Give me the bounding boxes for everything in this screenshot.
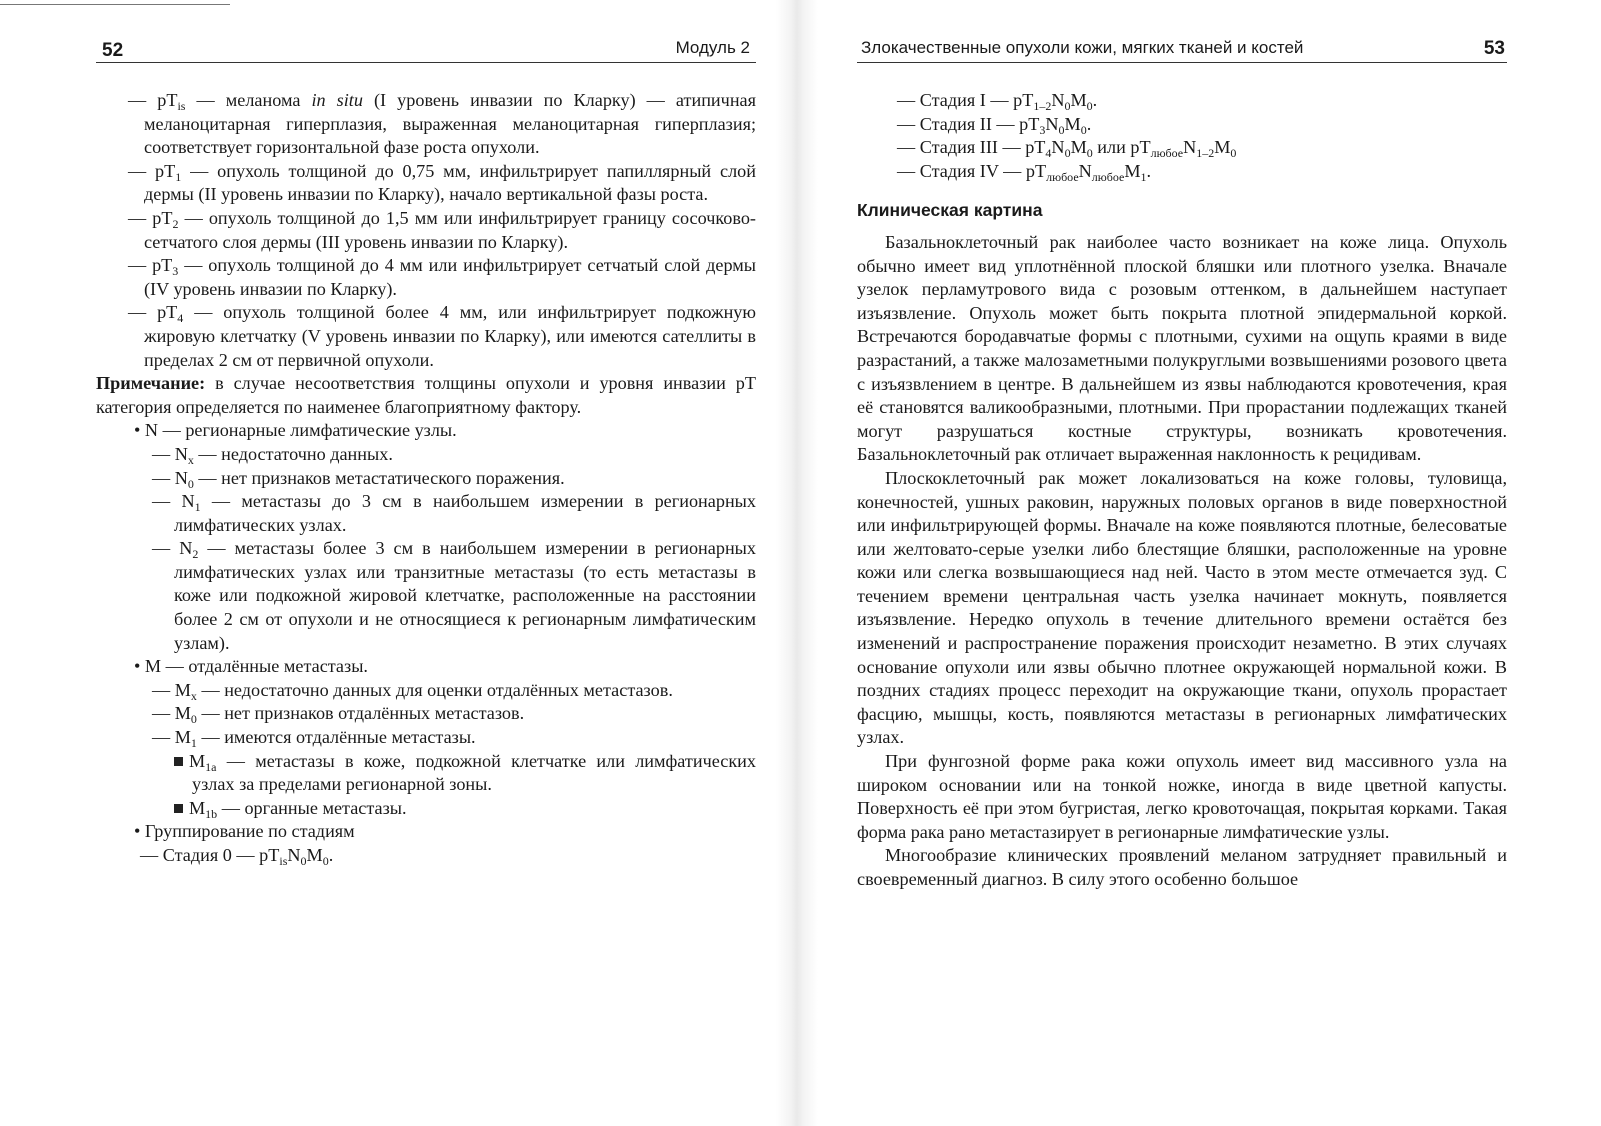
left-page-body xyxy=(96,63,756,868)
pt-item: — $pT_3$ — опухоль толщиной до 4 мм или инфильтрирует сетчатый слой дермы (IV уровень инвазии по Кларку). xyxy=(128,255,756,299)
stage-item: — Стадия III — $pT_4N_0M_0$ или $pT_{любое}N_{1-2}M_0$ xyxy=(897,137,1237,161)
m-heading: • M — отдалённые метастазы. xyxy=(134,656,368,677)
m-item: — $M_1$ — имеются отдалённые метастазы. xyxy=(152,727,476,751)
note-label: Примечание: xyxy=(96,373,206,394)
section-heading: Клиническая картина xyxy=(857,200,1043,221)
body-paragraph: При фунгозной форме рака кожи опухоль имеет вид массивного узла на широком основании или на тонкой ножке, иногда в виде цветной капусты. Поверхность её при этом бугристая, легко кровоточащая, покрытая корками. Такая форма рака рано метастазирует в регионарные лимфатические узлы. xyxy=(857,751,1507,842)
m-item: — $M_0$ — нет признаков отдалённых метастазов. xyxy=(152,703,525,727)
n-list xyxy=(96,443,756,655)
stage-0: — Стадия 0 — $pT_{is}N_0M_0$. xyxy=(140,845,334,868)
body-paragraph: Плоскоклеточный рак может локализоваться на коже головы, туловища, конечностей, ушных раковин, наружных половых органов в виде поверхностной или инфильтрирующей формы. Вначале на коже появляются плотные, белесоватые или желтовато-серые узелки либо блестящие бляшки, расположенные на уровне кожи или слегка возвышающиеся над ней. Часто в этом месте отмечается зуд. С течением времени центральная часть узелка начинает мокнуть, появляется изъязвление. Нередко опухоль в течение длительного времени остаётся без изменений и распространение поражения происходит незаметно. В этих случаях основание опухоли или язвы обычно плотнее окружающей нормальной кожи. В поздних стадиях процесс переходит на окружающие ткани, опухоль прорастает фасцию, мышцы, кость, появляются метастазы в регионарных лимфатических узлах. xyxy=(857,467,1507,748)
right-page xyxy=(857,0,1507,892)
stage-item: — Стадия IV — $pT_{любое}N_{любое}M_1$. xyxy=(897,160,1152,184)
note-text: в случае несоответствия толщины опухоли и уровня инвазии pT категория определяется по наименее благоприятному фактору. xyxy=(96,373,756,417)
right-page-body xyxy=(857,63,1507,892)
note-paragraph xyxy=(96,372,756,419)
running-head-title: Злокачественные опухоли кожи, мягких тканей и костей xyxy=(861,38,1304,57)
m1-item: $M_{1b}$ — органные метастазы. xyxy=(96,797,756,821)
stage-item: — Стадия II — $pT_3N_0M_0$. xyxy=(897,113,1092,137)
right-running-head xyxy=(857,0,1507,63)
pt-item: — $pT_1$ — опухоль толщиной до 0,75 мм, инфильтрирует папиллярный слой дермы (II уровень инвазии по Кларку), начало вертикальной фазы роста. xyxy=(128,160,756,205)
page-number: 52 xyxy=(102,40,124,61)
n-item: — $N_2$ — метастазы более 3 см в наибольшем измерении в регионарных лимфатических узлах или транзитные метастазы (то есть метастазы в коже или подкожной жировой клетчатке, расположенные на расстоянии более 2 см от опухоли и не относящиеся к регионарным лимфатическим узлам). xyxy=(152,538,756,653)
grouping-heading: • Группирование по стадиям xyxy=(134,821,355,842)
n-item: — $N_0$ — нет признаков метастатического поражения. xyxy=(152,467,565,491)
n-item: — $N_x$ — недостаточно данных. xyxy=(152,443,393,467)
m-item: — $M_x$ — недостаточно данных для оценки отдалённых метастазов. xyxy=(152,679,673,703)
m1-sublist xyxy=(96,750,756,821)
body-paragraph: Многообразие клинических проявлений меланом затрудняет правильный и своевременный диагноз. В силу этого особенно большое xyxy=(857,845,1507,889)
pt-list xyxy=(96,89,756,372)
m1-item: $M_{1a}$ — метастазы в коже, подкожной клетчатке или лимфатических узлах за пределами регионарной зоны. xyxy=(96,750,756,797)
square-bullet-icon xyxy=(174,757,183,766)
pt-item: — $pT_2$ — опухоль толщиной до 1,5 мм или инфильтрирует границу сосочково-сетчатого слоя дермы (III уровень инвазии по Кларку). xyxy=(128,207,756,252)
n-item: — $N_1$ — метастазы до 3 см в наибольшем измерении в регионарных лимфатических узлах. xyxy=(152,491,756,535)
square-bullet-icon xyxy=(174,804,183,813)
pt-item: — $pT_4$ — опухоль толщиной более 4 мм, или инфильтрирует подкожную жировую клетчатку (V уровень инвазии по Кларку), или имеются сателлиты в пределах 2 см от первичной опухоли. xyxy=(128,302,756,370)
book-gutter xyxy=(776,0,818,1126)
stage-list xyxy=(857,89,1507,183)
left-page xyxy=(96,0,756,868)
pt-item: — $pT_{is}$ — меланома in situ (I уровень инвазии по Кларку) — атипичная меланоцитарная гиперплазия, выраженная меланоцитарная гиперплазия; соответствует горизонтальной фазе роста опухоли. xyxy=(128,90,756,158)
n-heading: • N — регионарные лимфатические узлы. xyxy=(134,420,457,441)
m-list xyxy=(96,679,756,750)
body-paragraph: Базальноклеточный рак наиболее часто возникает на коже лица. Опухоль обычно имеет вид уплотнённой плоской бляшки или плотного узелка. Вначале узелок перламутрового вида с розовым оттенком, в дальнейшем наступает изъязвление. Опухоль может быть покрыта плотной эпидермальной коркой. Встречаются бородавчатые формы с плотными, сухими на ощупь краями в виде разрастаний, а также малозаметными полукруглыми возвышениями розового цвета с изъязвлением в центре. В дальнейшем из язвы наблюдаются кровотечения, края её становятся валикообразными, плотными. При прорастании подлежащих тканей могут разрушаться костные структуры, возникать кровотечения. Базальноклеточный рак отличает выраженная наклонность к рецидивам. xyxy=(857,231,1507,465)
running-head-title: Модуль 2 xyxy=(675,38,750,57)
page-number: 53 xyxy=(1483,38,1505,59)
paragraph-list xyxy=(857,231,1507,892)
left-running-head xyxy=(96,0,756,63)
stage-item: — Стадия I — $pT_{1-2}N_0M_0$. xyxy=(897,90,1098,113)
